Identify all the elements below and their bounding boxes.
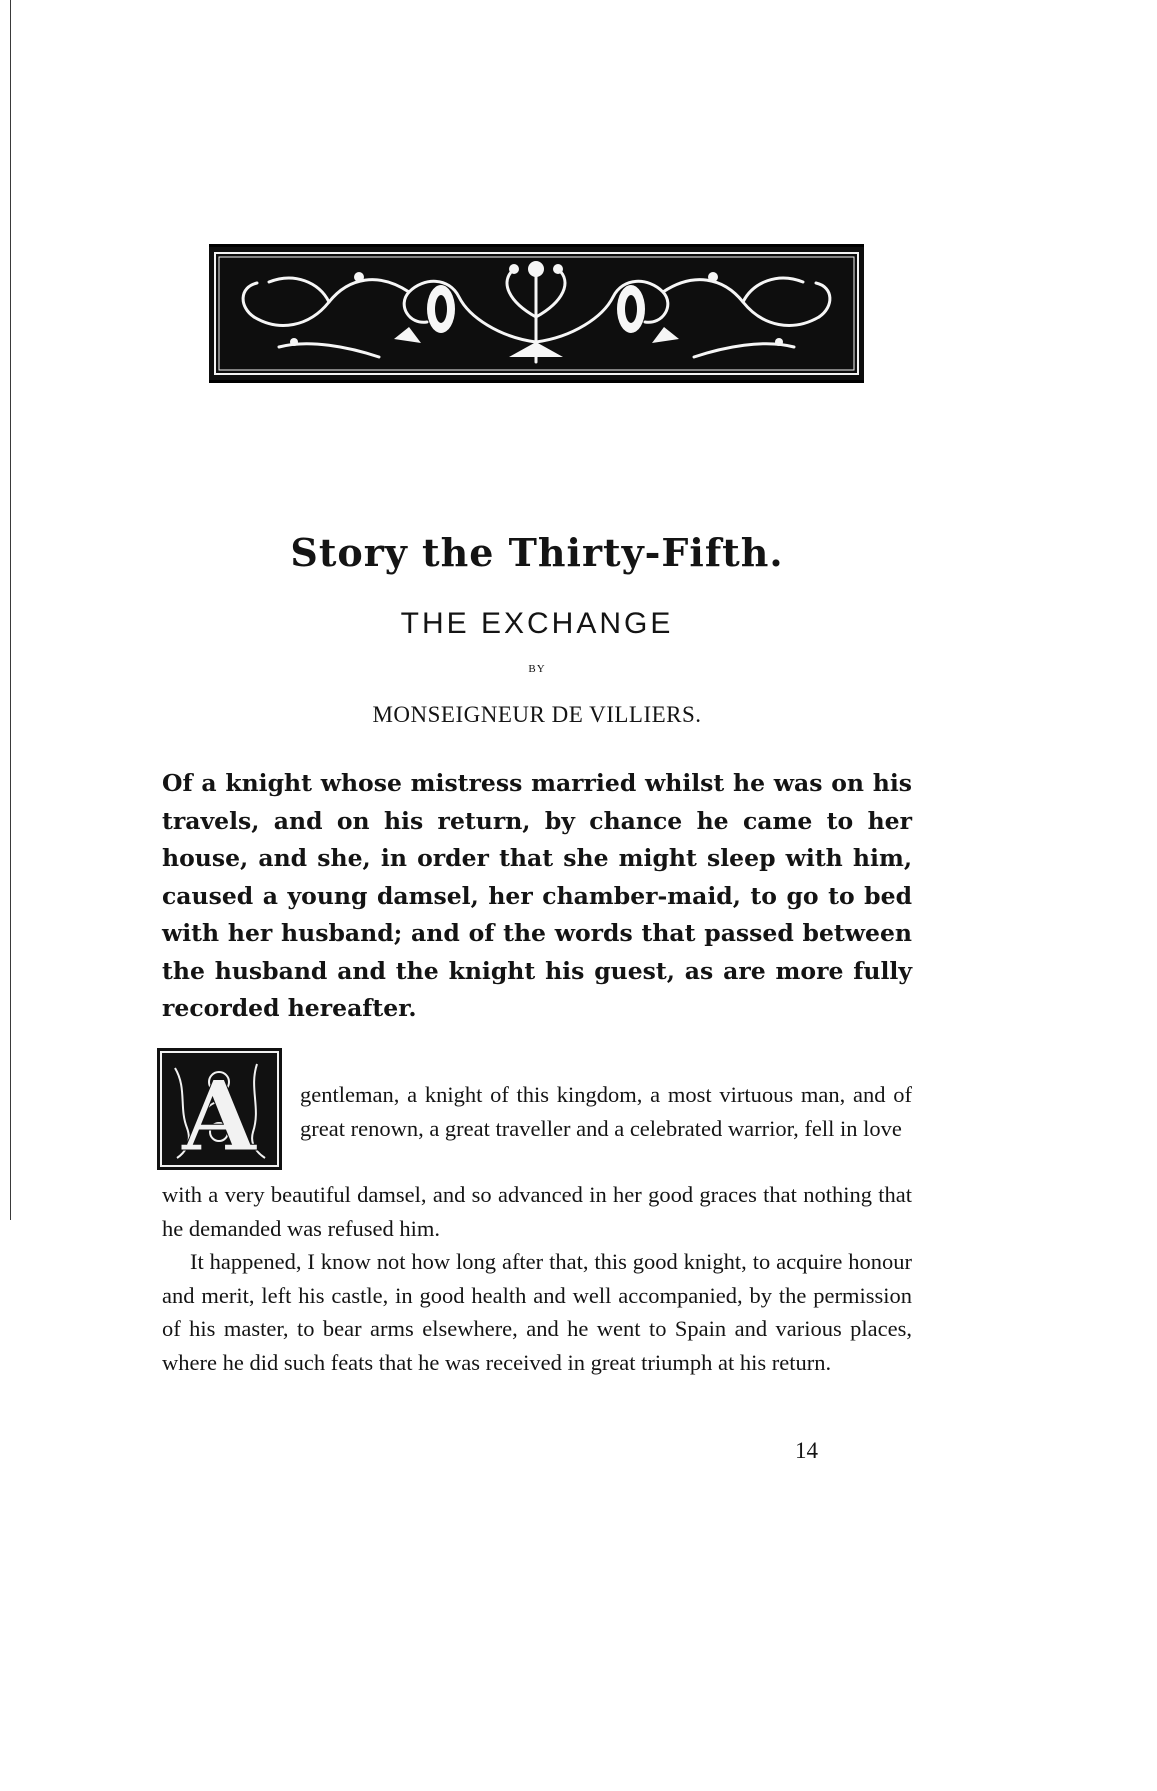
- story-title: Story the Thirty-Fifth.: [290, 530, 784, 575]
- author-line: MONSEIGNEUR DE VILLIERS.: [372, 702, 702, 727]
- by-label: BY: [528, 663, 546, 675]
- margin-rule: [10, 0, 11, 1220]
- body-text: [162, 1178, 912, 1379]
- decorated-initial-a-icon: [157, 1048, 282, 1170]
- paragraph-2: It happened, I know not how long after that, this good knight, to acquire honour and merit, left his castle, in good health and well accompanied, by the permission of his master, to bear arms elsewhere, and he went to Spain and various places, where he did such feats that he was received in great triumph at his return.: [162, 1249, 912, 1375]
- floral-scroll-headpiece-icon: [209, 244, 864, 383]
- svg-text:A: A: [181, 1060, 257, 1170]
- book-page: [162, 0, 912, 1791]
- paragraph-1-continuation: with a very beautiful damsel, and so advanced in her good graces that nothing that he demanded was refused him.: [162, 1182, 912, 1241]
- opening-text: gentleman, a knight of this kingdom, a most virtuous man, and of great renown, a great traveller and a celebrated warrior, fell in love: [300, 1082, 912, 1141]
- page-number: 14: [795, 1438, 818, 1463]
- chapter-title: THE EXCHANGE: [400, 607, 674, 640]
- chapter-argument: Of a knight whose mistress married whilst he was on his travels, and on his return, by chance he came to her house, and she, in order that she might sleep with him, caused a young damsel, her chamber-maid, to go to bed with her husband; and of the words that passed between the husband and the knight his guest, as are more fully recorded hereafter.: [162, 769, 912, 1022]
